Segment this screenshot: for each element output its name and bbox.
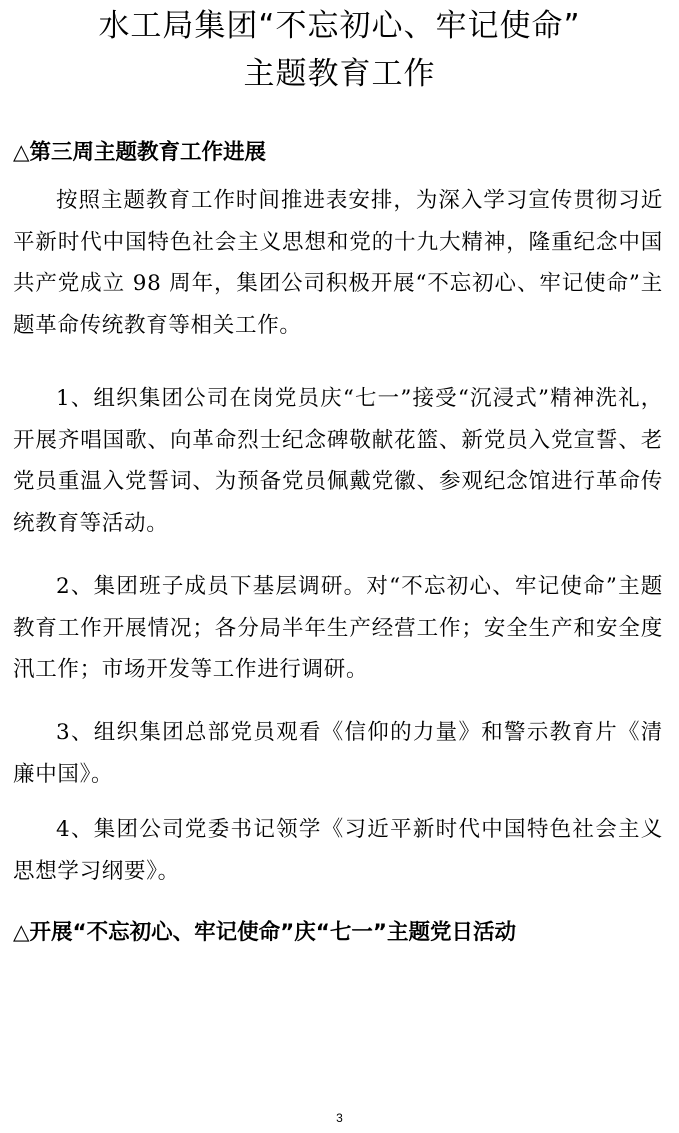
- document-title-line-1: 水工局集团“不忘初心、牢记使命”: [98, 8, 581, 44]
- document-title-line-2: 主题教育工作: [243, 56, 436, 92]
- paragraph-item-1: 1、组织集团公司在岗党员庆“七一”接受“沉浸式”精神洗礼，开展齐唱国歌、向革命烈士纪念碑敬献花篮、新党员入党宣誓、老党员重温入党誓词、为预备党员佩戴党徽、参观纪念馆进行革命传统教育等活动。: [13, 386, 663, 536]
- paragraph-intro: 按照主题教育工作时间推进表安排，为深入学习宣传贯彻习近平新时代中国特色社会主义思想和党的十九大精神，隆重纪念中国共产党成立 98 周年，集团公司积极开展“不忘初心、牢记使命”主题革命传统教育等相关工作。: [13, 188, 663, 338]
- paragraph-item-4: 4、集团公司党委书记领学《习近平新时代中国特色社会主义思想学习纲要》。: [13, 817, 663, 884]
- paragraph-item-2: 2、集团班子成员下基层调研。对“不忘初心、牢记使命”主题教育工作开展情况；各分局半年生产经营工作；安全生产和安全度汛工作；市场开发等工作进行调研。: [13, 574, 663, 682]
- page-number: 3: [336, 1111, 343, 1125]
- paragraph-item-3: 3、组织集团总部党员观看《信仰的力量》和警示教育片《清廉中国》。: [13, 720, 663, 787]
- section-heading-party-day: △开展“不忘初心、牢记使命”庆“七一”主题党日活动: [13, 920, 517, 945]
- section-heading-week3-progress: △第三周主题教育工作进展: [13, 140, 267, 165]
